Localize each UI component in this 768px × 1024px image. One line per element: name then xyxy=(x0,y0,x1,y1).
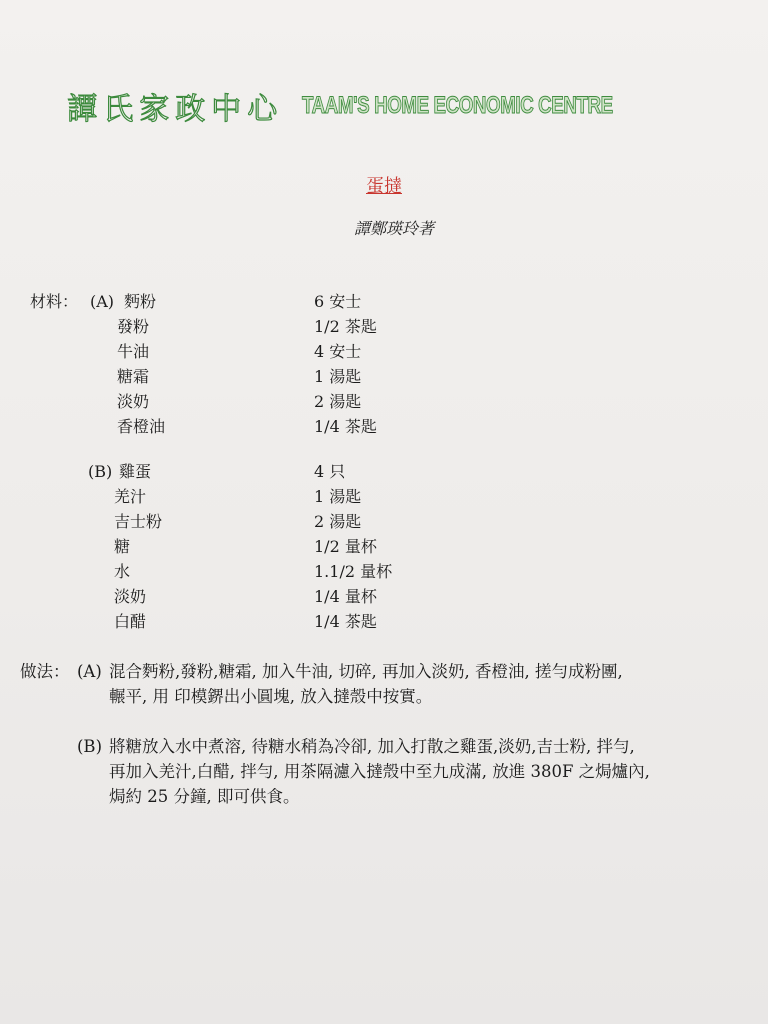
ingredient-qty: 4 安士 xyxy=(314,342,362,361)
ingredient-qty: 2 湯匙 xyxy=(314,392,362,411)
step-line: 混合麪粉,發粉,糖霜, 加入牛油, 切碎, 再加入淡奶, 香橙油, 搓勻成粉團, xyxy=(109,662,623,681)
ingredient-name: 糖 xyxy=(114,537,131,556)
ingredient-row xyxy=(0,339,768,364)
ingredient-name: 吉士粉 xyxy=(114,512,163,531)
ingredient-row xyxy=(0,534,768,559)
ingredient-name: 麪粉 xyxy=(124,292,157,311)
ingredient-qty: 1/2 量杯 xyxy=(314,537,377,556)
ingredient-row xyxy=(0,389,768,414)
ingredient-name: 羌汁 xyxy=(114,487,147,506)
ingredient-group-b xyxy=(0,459,768,634)
ingredient-row xyxy=(0,364,768,389)
ingredient-name: 淡奶 xyxy=(117,392,150,411)
group-label: (B) xyxy=(88,462,113,481)
ingredient-name: 牛油 xyxy=(117,342,150,361)
ingredient-qty: 1/2 茶匙 xyxy=(314,317,377,336)
step-label: (B) xyxy=(77,737,102,756)
ingredient-row xyxy=(0,509,768,534)
centre-name-english: TAAM'S HOME ECONOMIC CENTRE xyxy=(302,92,614,119)
ingredient-qty: 6 安士 xyxy=(314,292,362,311)
ingredients-label: 材料： xyxy=(30,292,79,311)
ingredient-row xyxy=(0,609,768,634)
ingredient-row xyxy=(0,584,768,609)
ingredient-name: 水 xyxy=(114,562,131,581)
method-label: 做法： xyxy=(20,662,70,681)
ingredient-name: 白醋 xyxy=(114,612,147,631)
step-line: 將糖放入水中煮溶, 待糖水稍為冷卻, 加入打散之雞蛋,淡奶,吉士粉, 拌勻, xyxy=(109,737,635,756)
ingredient-group-a xyxy=(0,289,768,439)
ingredient-qty: 1 湯匙 xyxy=(314,487,362,506)
recipe-title: 蛋撻 xyxy=(366,176,402,197)
ingredient-qty: 1/4 茶匙 xyxy=(314,612,377,631)
recipe-author: 譚鄭瑛玲著 xyxy=(353,219,434,238)
ingredient-name: 淡奶 xyxy=(114,587,147,606)
step-line: 再加入羌汁,白醋, 拌勻, 用茶隔濾入撻殼中至九成滿, 放進 380F 之焗爐內, xyxy=(109,762,650,781)
ingredient-qty: 1 湯匙 xyxy=(314,367,362,386)
ingredient-row xyxy=(0,459,768,484)
ingredient-name: 發粉 xyxy=(117,317,150,336)
ingredient-qty: 2 湯匙 xyxy=(314,512,362,531)
ingredient-name: 雞蛋 xyxy=(119,462,152,481)
ingredient-qty: 4 只 xyxy=(314,462,346,481)
centre-name-chinese: 譚氏家政中心 xyxy=(67,92,284,127)
ingredient-row xyxy=(0,559,768,584)
group-label: (A) xyxy=(90,292,115,311)
step-line: 焗約 25 分鐘, 即可供食。 xyxy=(109,787,300,806)
ingredient-name: 香橙油 xyxy=(117,417,166,436)
ingredient-row xyxy=(0,314,768,339)
ingredient-row xyxy=(0,289,768,314)
step-label: (A) xyxy=(77,662,102,681)
ingredient-qty: 1.1/2 量杯 xyxy=(314,562,393,581)
ingredient-qty: 1/4 量杯 xyxy=(314,587,377,606)
method-section xyxy=(0,659,768,829)
ingredient-name: 糖霜 xyxy=(117,367,150,386)
step-line: 輾平, 用 印模鎅出小圓塊, 放入撻殼中按實。 xyxy=(109,687,433,706)
ingredient-row xyxy=(0,414,768,439)
ingredient-qty: 1/4 茶匙 xyxy=(314,417,377,436)
ingredient-row xyxy=(0,484,768,509)
letterhead xyxy=(0,84,768,128)
